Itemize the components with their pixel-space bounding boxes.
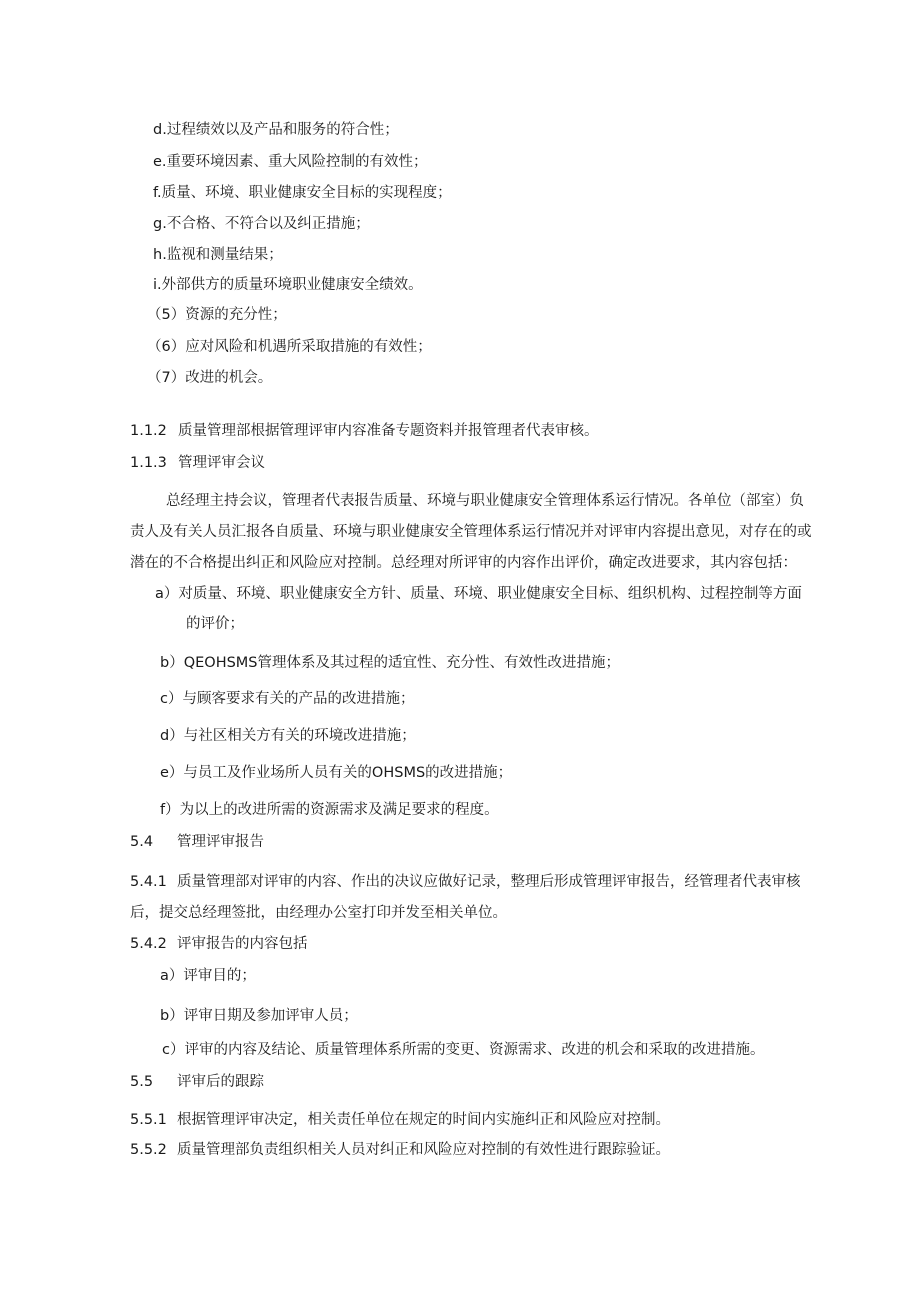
list-item-c: c）与顾客要求有关的产品的改进措施；: [160, 691, 415, 707]
section-number-1-1-3: 1.1.3: [130, 455, 167, 471]
section-number-5-4-1: 5.4.1: [130, 874, 167, 890]
list-item-g: g.不合格、不符合以及纠正措施；: [153, 216, 370, 232]
list-item-e2: e）与员工及作业场所人员有关的OHSMS的改进措施；: [160, 765, 513, 781]
list-item-d2: d）与社区相关方有关的环境改进措施；: [160, 728, 416, 744]
list-item-i: i.外部供方的质量环境职业健康安全绩效。: [153, 277, 423, 293]
section-heading-5-4-2: 评审报告的内容包括: [177, 936, 308, 952]
list-item-5: （5）资源的充分性；: [147, 307, 287, 323]
report-item-b: b）评审日期及参加评审人员；: [160, 1008, 358, 1024]
list-item-d: d.过程绩效以及产品和服务的符合性；: [153, 122, 399, 138]
report-item-a: a）评审目的；: [160, 968, 256, 984]
section-text-5-4-1-line-1: 质量管理部对评审的内容、作出的决议应做好记录，整理后形成管理评审报告，经管理者代表审核: [177, 874, 801, 890]
section-number-5-5-1: 5.5.1: [130, 1112, 167, 1128]
section-heading-5-4: 管理评审报告: [177, 834, 264, 850]
section-number-5-4-2: 5.4.2: [130, 936, 167, 952]
section-text-5-5-1: 根据管理评审决定，相关责任单位在规定的时间内实施纠正和风险应对控制。: [177, 1112, 670, 1128]
section-text-5-4-1-line-2: 后，提交总经理签批，由经理办公室打印并发至相关单位。: [130, 905, 507, 921]
list-item-a-line-1: a）对质量、环境、职业健康安全方针、质量、环境、职业健康安全目标、组织机构、过程控制等方面: [155, 586, 802, 602]
section-heading-5-5: 评审后的跟踪: [177, 1074, 264, 1090]
report-item-c: c）评审的内容及结论、质量管理体系所需的变更、资源需求、改进的机会和采取的改进措施。: [162, 1042, 765, 1058]
paragraph-line-2: 责人及有关人员汇报各自质量、环境与职业健康安全管理体系运行情况并对评审内容提出意见，对存在的或: [130, 524, 812, 540]
list-item-b: b）QEOHSMS管理体系及其过程的适宜性、充分性、有效性改进措施；: [160, 655, 621, 671]
section-number-5-4: 5.4: [130, 834, 154, 850]
list-item-h: h.监视和测量结果；: [153, 247, 283, 263]
section-heading-1-1-3: 管理评审会议: [178, 455, 265, 471]
list-item-a-line-2: 的评价；: [186, 616, 244, 632]
paragraph-line-3: 潜在的不合格提出纠正和风险应对控制。总经理对所评审的内容作出评价，确定改进要求，其内容包括：: [130, 555, 797, 571]
list-item-f: f.质量、环境、职业健康安全目标的实现程度；: [153, 185, 452, 201]
section-number-5-5-2: 5.5.2: [130, 1142, 167, 1158]
list-item-6: （6）应对风险和机遇所采取措施的有效性；: [147, 339, 432, 355]
section-number-1-1-2: 1.1.2: [130, 423, 167, 439]
section-text-1-1-2: 质量管理部根据管理评审内容准备专题资料并报管理者代表审核。: [178, 423, 599, 439]
section-text-5-5-2: 质量管理部负责组织相关人员对纠正和风险应对控制的有效性进行跟踪验证。: [177, 1142, 670, 1158]
list-item-f2: f）为以上的改进所需的资源需求及满足要求的程度。: [160, 802, 499, 818]
list-item-e: e.重要环境因素、重大风险控制的有效性；: [153, 154, 428, 170]
list-item-7: （7）改进的机会。: [147, 370, 273, 386]
paragraph-line-1: 总经理主持会议，管理者代表报告质量、环境与职业健康安全管理体系运行情况。各单位（部室）负: [166, 493, 804, 509]
section-number-5-5: 5.5: [130, 1074, 154, 1090]
